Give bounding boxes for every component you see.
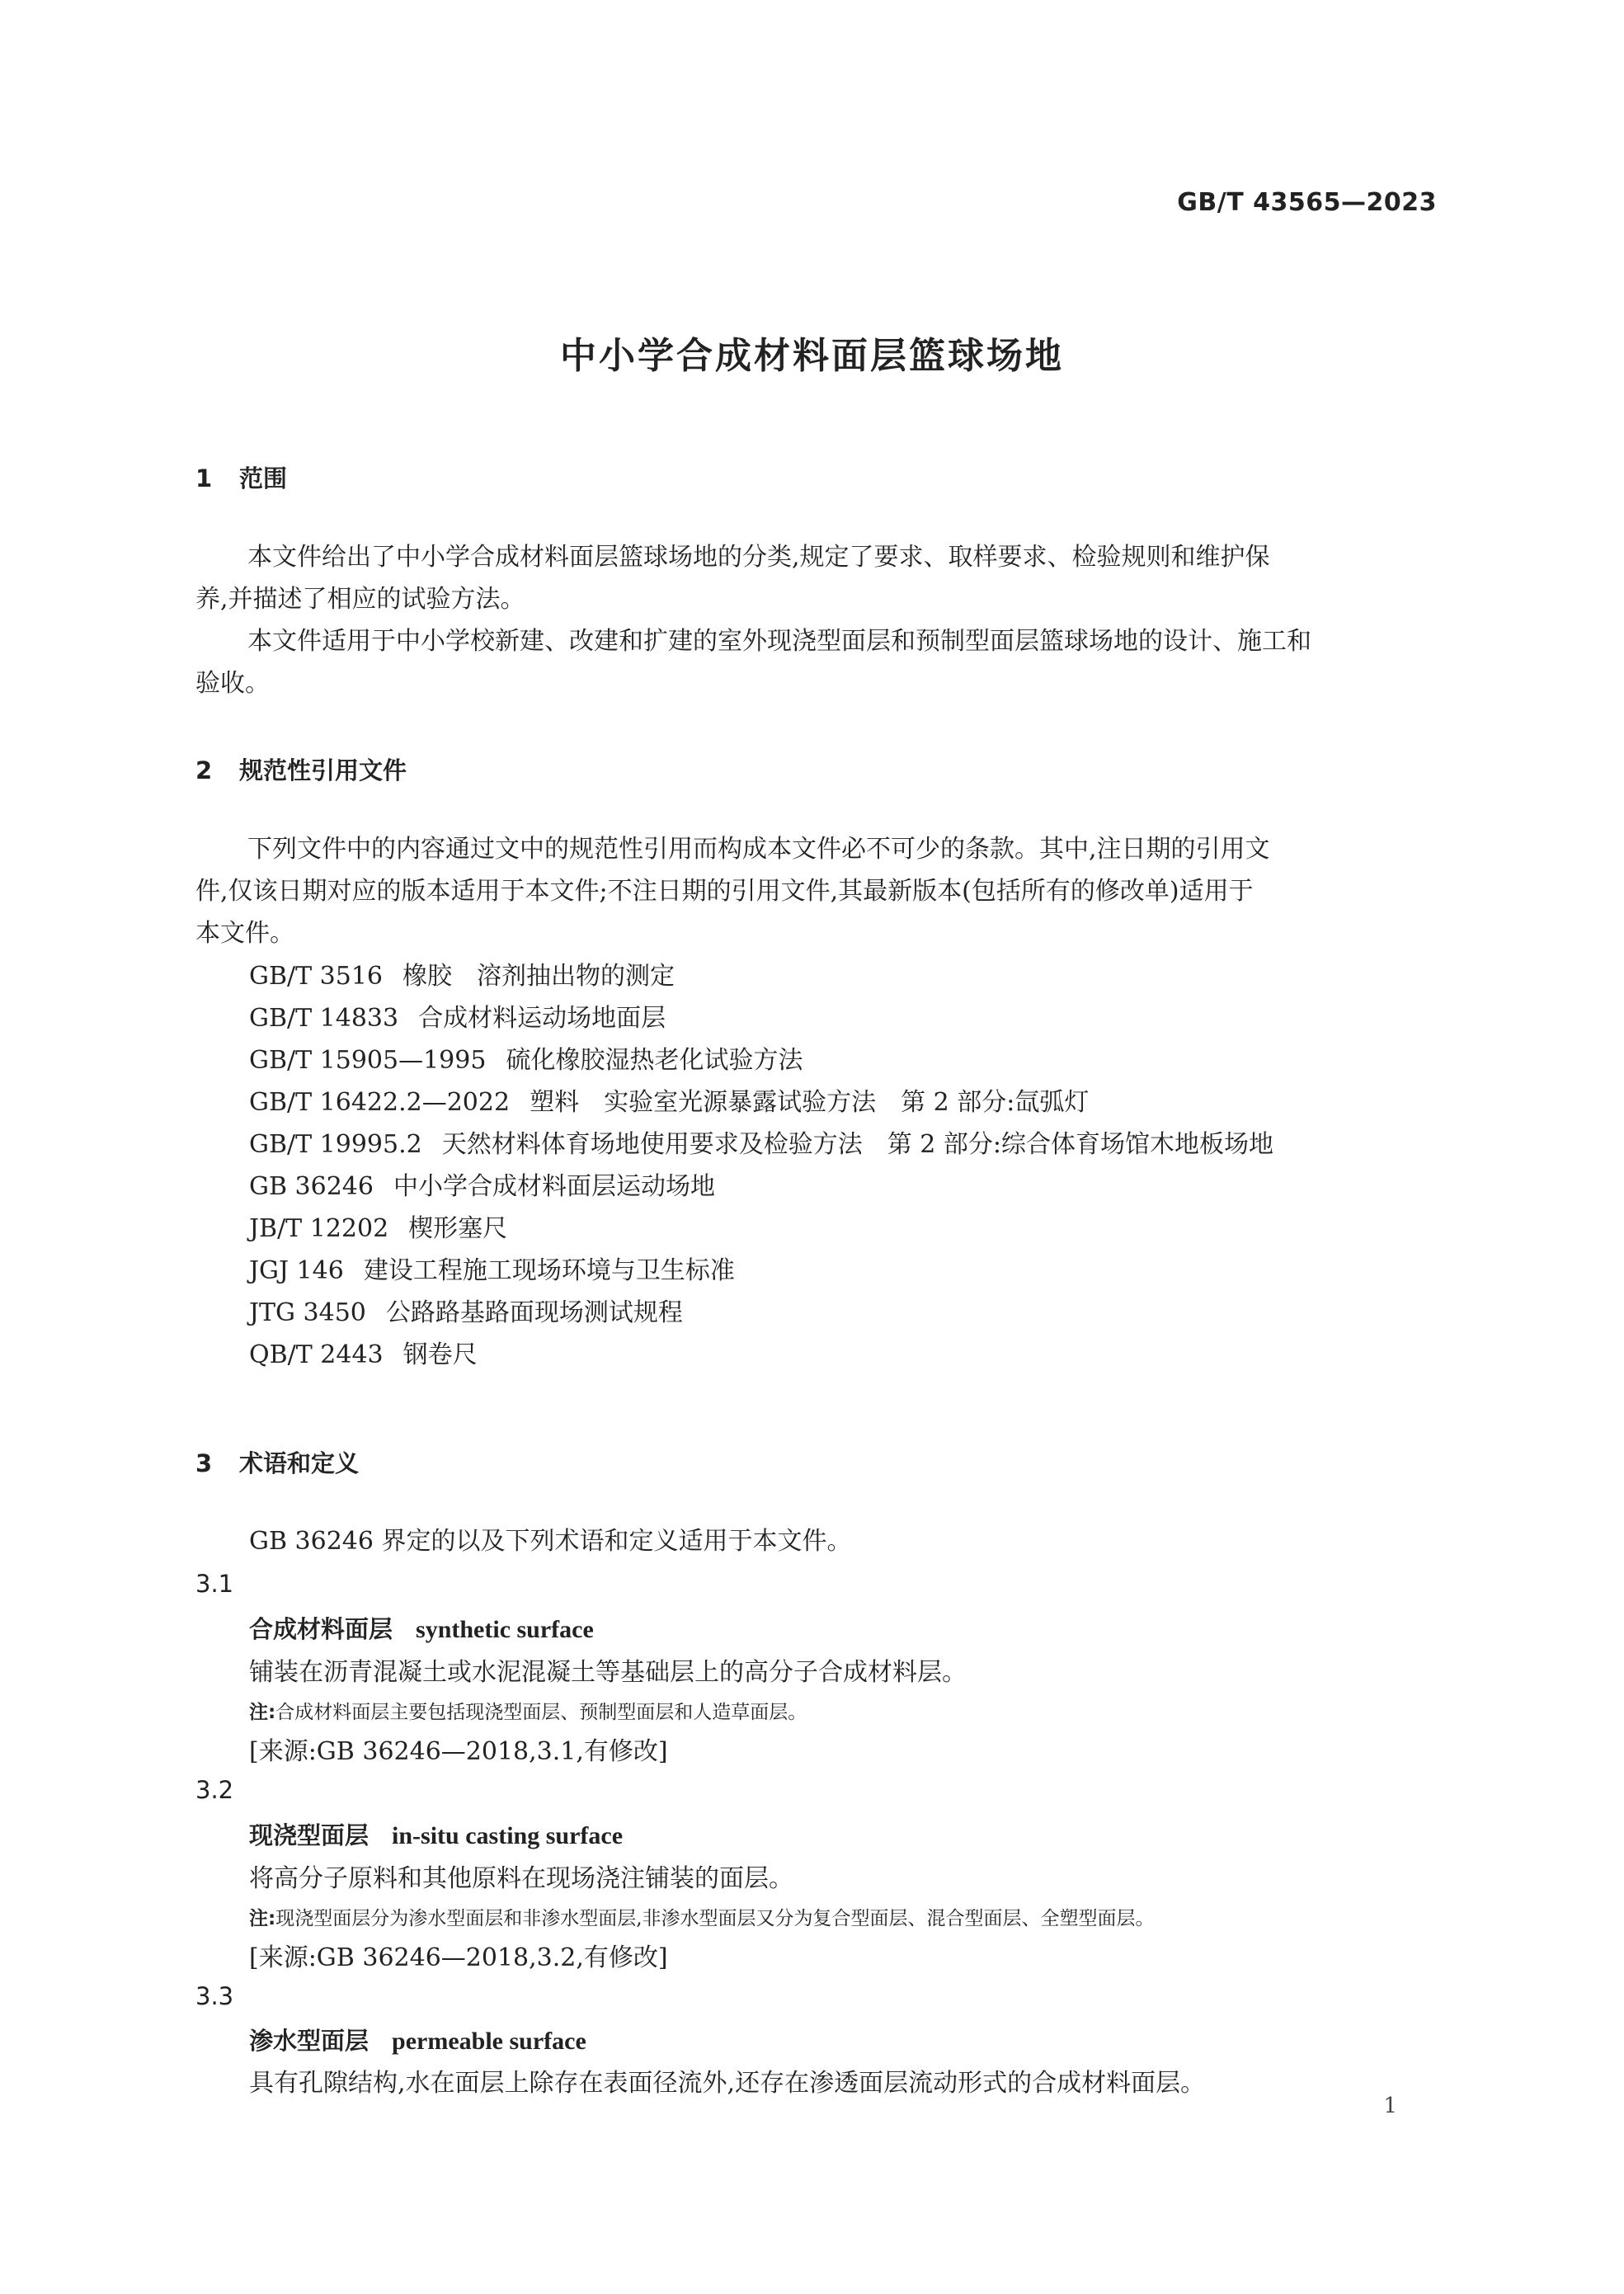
reference-item <box>249 955 675 997</box>
reference-title: 公路路基路面现场测试规程 <box>385 1298 683 1327</box>
term-source: [来源:GB 36246—2018,3.1,有修改] <box>249 1737 668 1766</box>
section-number: 3 <box>195 1449 213 1477</box>
reference-item <box>249 1123 1273 1166</box>
reference-item <box>249 1250 735 1292</box>
document-title: 中小学合成材料面层篮球场地 <box>560 335 1064 377</box>
note-label: 注: <box>249 1908 276 1929</box>
reference-item <box>249 1166 715 1208</box>
term-zh: 渗水型面层 <box>249 2027 370 2055</box>
term-zh: 现浇型面层 <box>249 1821 370 1849</box>
reference-item <box>249 1334 478 1376</box>
term-definition: 将高分子原料和其他原料在现场浇注铺装的面层。 <box>249 1864 793 1893</box>
text-line: 本文件适用于中小学校新建、改建和扩建的室外现浇型面层和预制型面层篮球场地的设计、施工和 <box>247 627 1311 656</box>
note-text: 现浇型面层分为渗水型面层和非渗水型面层,非渗水型面层又分为复合型面层、混合型面层、全塑型面层。 <box>275 1908 1155 1929</box>
reference-title: 楔形塞尺 <box>408 1214 508 1243</box>
section-heading-1 <box>195 460 287 494</box>
reference-item <box>249 1039 803 1081</box>
term-note <box>249 1903 1155 1930</box>
text-line: 本文件。 <box>195 919 294 948</box>
section-title: 范围 <box>239 464 288 492</box>
reference-title: 中小学合成材料面层运动场地 <box>393 1172 715 1201</box>
text-line: 下列文件中的内容通过文中的规范性引用而构成本文件必不可少的条款。其中,注日期的引用文 <box>247 835 1270 864</box>
section-heading-2 <box>195 752 407 786</box>
reference-code: JGJ 146 <box>249 1256 344 1285</box>
reference-code: GB 36246 <box>249 1172 374 1201</box>
text-line: 验收。 <box>195 669 270 698</box>
reference-title: 建设工程施工现场环境与卫生标准 <box>363 1256 735 1285</box>
scope-paragraph-1 <box>195 536 1437 620</box>
page-number: 1 <box>1383 2094 1397 2118</box>
reference-code: GB/T 14833 <box>249 1004 399 1033</box>
section-title: 术语和定义 <box>239 1449 360 1477</box>
text-line: 养,并描述了相应的试验方法。 <box>195 585 525 614</box>
reference-code: GB/T 16422.2—2022 <box>249 1088 511 1117</box>
reference-item <box>249 997 666 1039</box>
reference-title: 天然材料体育场地使用要求及检验方法 第 2 部分:综合体育场馆木地板场地 <box>441 1130 1273 1159</box>
term-definition: 具有孔隙结构,水在面层上除存在表面径流外,还存在渗透面层流动形式的合成材料面层。 <box>249 2069 1206 2098</box>
term-number: 3.1 <box>195 1570 234 1598</box>
reference-code: GB/T 19995.2 <box>249 1130 422 1159</box>
references-intro <box>195 828 1437 954</box>
terms-intro: GB 36246 界定的以及下列术语和定义适用于本文件。 <box>249 1527 852 1556</box>
term-definition: 铺装在沥青混凝土或水泥混凝土等基础层上的高分子合成材料层。 <box>249 1658 967 1687</box>
reference-item <box>249 1208 507 1250</box>
term-en: permeable surface <box>392 2028 586 2055</box>
term-number: 3.2 <box>195 1776 234 1804</box>
reference-title: 橡胶 溶剂抽出物的测定 <box>402 962 675 991</box>
term-zh: 合成材料面层 <box>249 1615 393 1643</box>
text-line: 本文件给出了中小学合成材料面层篮球场地的分类,规定了要求、取样要求、检验规则和维护保 <box>247 543 1270 572</box>
standard-number: GB/T 43565—2023 <box>1177 188 1437 217</box>
reference-item <box>249 1081 1089 1123</box>
reference-title: 合成材料运动场地面层 <box>418 1004 666 1033</box>
reference-code: JTG 3450 <box>249 1298 366 1327</box>
term-source: [来源:GB 36246—2018,3.2,有修改] <box>249 1943 668 1972</box>
reference-code: GB/T 15905—1995 <box>249 1046 487 1075</box>
section-number: 2 <box>195 756 213 784</box>
term-note <box>249 1697 807 1724</box>
term-number: 3.3 <box>195 1982 234 2010</box>
term-heading <box>249 2023 586 2056</box>
note-text: 合成材料面层主要包括现浇型面层、预制型面层和人造草面层。 <box>275 1702 807 1723</box>
term-heading <box>249 1817 623 1851</box>
term-en: synthetic surface <box>416 1616 594 1643</box>
term-en: in-situ casting surface <box>392 1822 624 1849</box>
reference-code: GB/T 3516 <box>249 962 384 991</box>
term-heading <box>249 1611 594 1645</box>
section-heading-3 <box>195 1445 359 1479</box>
section-title: 规范性引用文件 <box>239 756 407 784</box>
text-line: 件,仅该日期对应的版本适用于本文件;不注日期的引用文件,其最新版本(包括所有的修改单)适用于 <box>195 877 1254 906</box>
section-number: 1 <box>195 464 213 492</box>
reference-code: QB/T 2443 <box>249 1340 384 1369</box>
scope-paragraph-2 <box>195 620 1437 704</box>
reference-title: 塑料 实验室光源暴露试验方法 第 2 部分:氙弧灯 <box>530 1088 1090 1117</box>
reference-title: 硫化橡胶湿热老化试验方法 <box>506 1046 803 1075</box>
reference-title: 钢卷尺 <box>402 1340 478 1369</box>
note-label: 注: <box>249 1702 276 1723</box>
reference-item <box>249 1292 683 1334</box>
reference-code: JB/T 12202 <box>249 1214 389 1243</box>
